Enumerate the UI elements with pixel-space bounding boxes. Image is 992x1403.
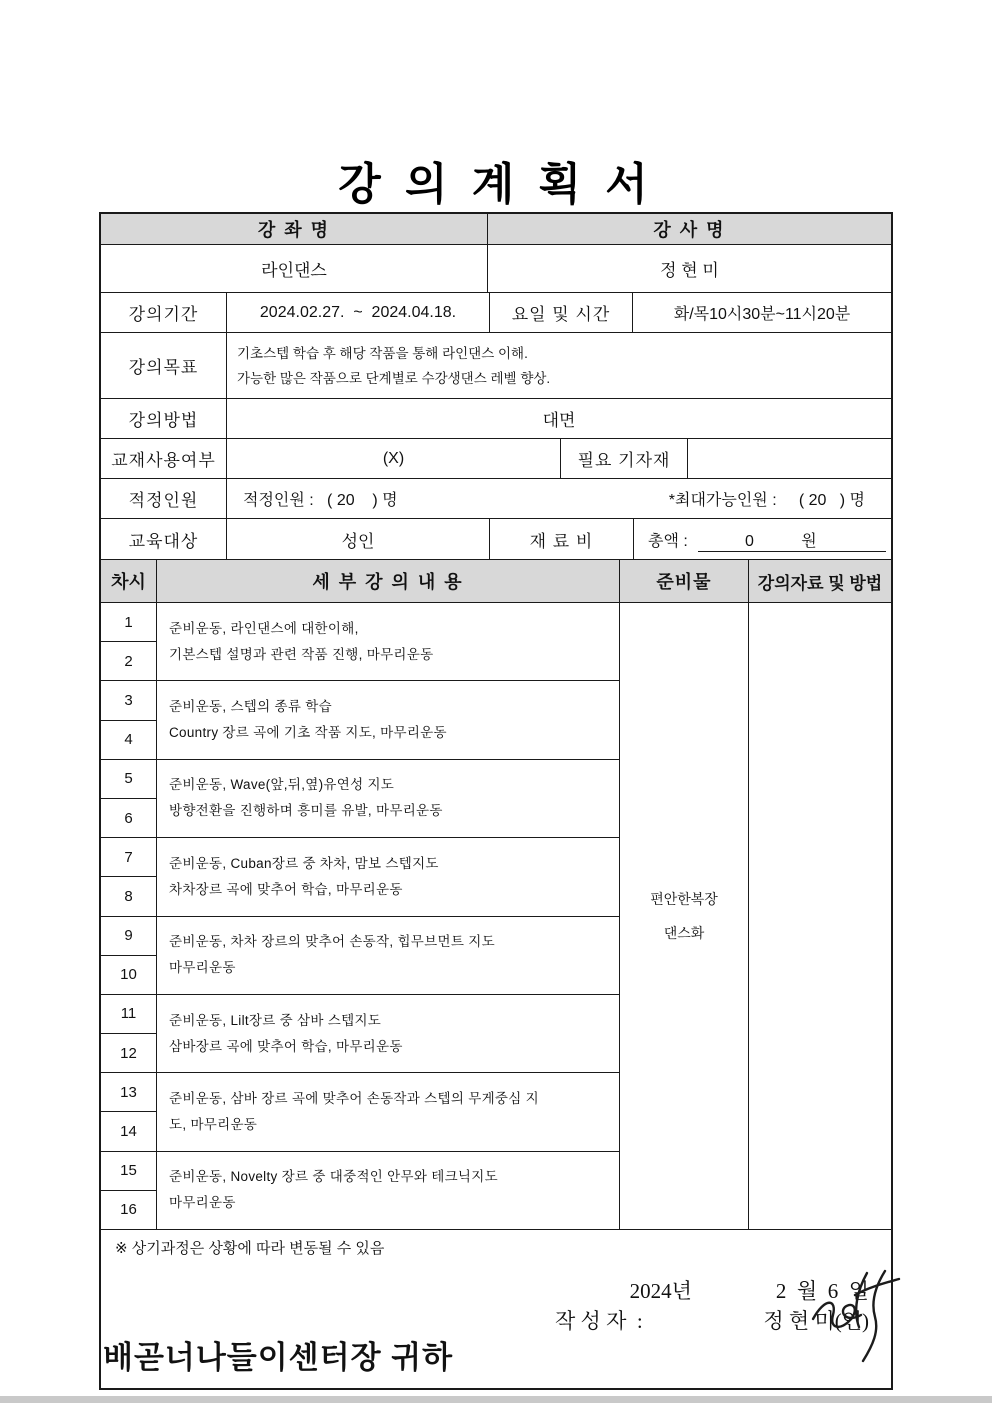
session-number: 2 xyxy=(124,652,133,670)
content-column-header: 세 부 강 의 내 용 xyxy=(157,560,620,602)
capacity-label: 적정인원 xyxy=(101,479,227,518)
signature-icon xyxy=(807,1269,911,1365)
method-value: 대면 xyxy=(542,411,576,430)
content-line: 차차장르 곡에 맞추어 학습, 마무리운동 xyxy=(169,881,403,897)
session-content xyxy=(157,995,620,1072)
session-number: 9 xyxy=(101,917,156,956)
goal-row xyxy=(101,333,891,399)
course-name-value: 라인댄스 xyxy=(101,245,488,292)
session-numbers xyxy=(101,681,157,758)
session-content xyxy=(157,603,620,680)
session-block-1-2 xyxy=(101,603,620,681)
method-row xyxy=(101,399,891,439)
content-line: 준비운동, Wave(앞,뒤,옆)유연성 지도 xyxy=(169,777,395,793)
content-line: 준비운동, 삼바 장르 곡에 맞추어 손동작과 스텝의 무게중심 지 xyxy=(169,1090,539,1106)
writer-label: 작 성 자 : xyxy=(555,1309,643,1333)
session-numbers xyxy=(101,1152,157,1229)
session-content xyxy=(157,1152,620,1229)
equipment-label: 필요 기자재 xyxy=(561,439,688,478)
session-content xyxy=(157,838,620,915)
page-title: 강 의 계 획 서 xyxy=(338,160,654,209)
content-line: 마무리운동 xyxy=(169,960,236,976)
total-amount: 0 xyxy=(745,533,754,550)
session-number: 6 xyxy=(124,809,133,827)
session-content xyxy=(157,1073,620,1150)
material-fee-label: 재 료 비 xyxy=(490,519,634,559)
textbook-label: 교재사용여부 xyxy=(101,439,227,478)
session-content xyxy=(157,760,620,837)
note-row xyxy=(101,1230,891,1265)
note-text: ※ 상기과정은 상황에 따라 변동될 수 있음 xyxy=(115,1240,385,1257)
content-line: 기본스텝 설명과 관련 작품 진행, 마무리운동 xyxy=(169,646,434,662)
session-block-5-6 xyxy=(101,760,620,838)
session-number: 5 xyxy=(101,760,156,799)
session-number: 10 xyxy=(120,966,137,984)
session-numbers xyxy=(101,603,157,680)
session-number: 1 xyxy=(101,603,156,642)
instructor-value: 정 현 미 xyxy=(660,261,719,280)
content-line: 삼바장르 곡에 맞추어 학습, 마무리운동 xyxy=(169,1038,403,1054)
schedule-header-row xyxy=(101,560,891,603)
writer-seal: (인) xyxy=(834,1309,869,1333)
session-content xyxy=(157,917,620,994)
daytime-label: 요일 및 시간 xyxy=(490,293,633,332)
writer-name: 정 현 미 xyxy=(763,1309,835,1333)
resources-cell xyxy=(749,603,891,1229)
schedule-body xyxy=(101,603,891,1230)
method-label: 강의방법 xyxy=(101,399,227,438)
session-number: 8 xyxy=(124,887,133,905)
total-underline xyxy=(698,526,886,552)
goal-label: 강의목표 xyxy=(101,333,227,398)
content-line: 준비운동, Lilt장르 중 삼바 스텝지도 xyxy=(169,1012,382,1028)
session-number: 3 xyxy=(101,681,156,720)
session-numbers xyxy=(101,760,157,837)
materials-line-1: 편안한복장 xyxy=(650,891,718,907)
capacity-value: 적정인원 : ( 20 ) 명 xyxy=(243,492,398,509)
footer-section xyxy=(101,1265,891,1391)
session-number: 15 xyxy=(101,1152,156,1191)
capacity-value-cell xyxy=(227,479,891,518)
period-label: 강의기간 xyxy=(101,293,227,332)
session-block-9-10 xyxy=(101,917,620,995)
content-line: 준비운동, Cuban장르 중 차차, 맘보 스텝지도 xyxy=(169,855,439,871)
date-year: 2024년 xyxy=(629,1279,692,1303)
session-column-header: 차시 xyxy=(101,560,157,602)
scan-page-edge xyxy=(0,1396,992,1403)
textbook-row xyxy=(101,439,891,479)
date-month-day: 2 월 6 일 xyxy=(775,1279,869,1303)
target-label: 교육대상 xyxy=(101,519,227,559)
content-line: 방향전환을 진행하며 흥미를 유발, 마무리운동 xyxy=(169,803,443,819)
textbook-value: (X) xyxy=(227,439,561,478)
content-line: 준비운동, Novelty 장르 중 대중적인 안무와 테크닉지도 xyxy=(169,1169,498,1185)
header-row xyxy=(101,214,891,245)
content-line: 도, 마무리운동 xyxy=(169,1116,258,1132)
session-block-3-4 xyxy=(101,681,620,759)
session-content xyxy=(157,681,620,758)
session-numbers xyxy=(101,1073,157,1150)
session-block-11-12 xyxy=(101,995,620,1073)
session-number: 12 xyxy=(120,1044,137,1062)
session-number: 13 xyxy=(101,1073,156,1112)
content-line: 준비운동, 차차 장르의 맞추어 손동작, 힙무브먼트 지도 xyxy=(169,934,495,950)
recipient-text: 배곧너나들이센터장 귀하 xyxy=(103,1340,454,1375)
target-value: 성인 xyxy=(227,519,490,559)
content-line: 준비운동, 스텝의 종류 학습 xyxy=(169,699,332,715)
session-numbers xyxy=(101,838,157,915)
resources-column-header: 강의자료 및 방법 xyxy=(749,560,891,602)
period-row xyxy=(101,293,891,333)
period-value: 2024.02.27. ~ 2024.04.18. xyxy=(227,293,490,332)
capacity-row xyxy=(101,479,891,519)
total-unit: 원 xyxy=(801,533,817,550)
materials-column-header: 준비물 xyxy=(620,560,749,602)
session-block-13-14 xyxy=(101,1073,620,1151)
materials-line-2: 댄스화 xyxy=(663,925,705,941)
total-cell xyxy=(634,519,891,559)
course-name-header: 강 좌 명 xyxy=(101,214,488,244)
session-number: 7 xyxy=(101,838,156,877)
name-row xyxy=(101,245,891,293)
session-number: 4 xyxy=(124,731,133,749)
target-row xyxy=(101,519,891,560)
daytime-value: 화/목10시30분~11시20분 xyxy=(673,306,851,323)
session-block-15-16 xyxy=(101,1152,620,1229)
goal-value xyxy=(227,333,891,398)
session-numbers xyxy=(101,917,157,994)
goal-line-2: 가능한 많은 작품으로 단계별로 수강생댄스 레벨 향상. xyxy=(237,370,551,386)
equipment-value xyxy=(688,439,891,478)
session-blocks xyxy=(101,603,620,1229)
session-number: 11 xyxy=(101,995,156,1034)
lecture-plan-form xyxy=(99,212,893,1390)
session-number: 16 xyxy=(120,1201,137,1219)
goal-line-1: 기초스텝 학습 후 해당 작품을 통해 라인댄스 이해. xyxy=(237,345,528,361)
session-block-7-8 xyxy=(101,838,620,916)
session-number: 14 xyxy=(120,1123,137,1141)
session-numbers xyxy=(101,995,157,1072)
content-line: 준비운동, 라인댄스에 대한이해, xyxy=(169,620,359,636)
content-line: Country 장르 곡에 기초 작품 지도, 마무리운동 xyxy=(169,725,447,741)
instructor-header: 강 사 명 xyxy=(488,214,891,244)
materials-cell xyxy=(620,603,749,1229)
content-line: 마무리운동 xyxy=(169,1195,236,1211)
max-capacity-value: *최대가능인원 : ( 20 ) 명 xyxy=(668,492,865,509)
total-label: 총액 : xyxy=(648,532,688,550)
